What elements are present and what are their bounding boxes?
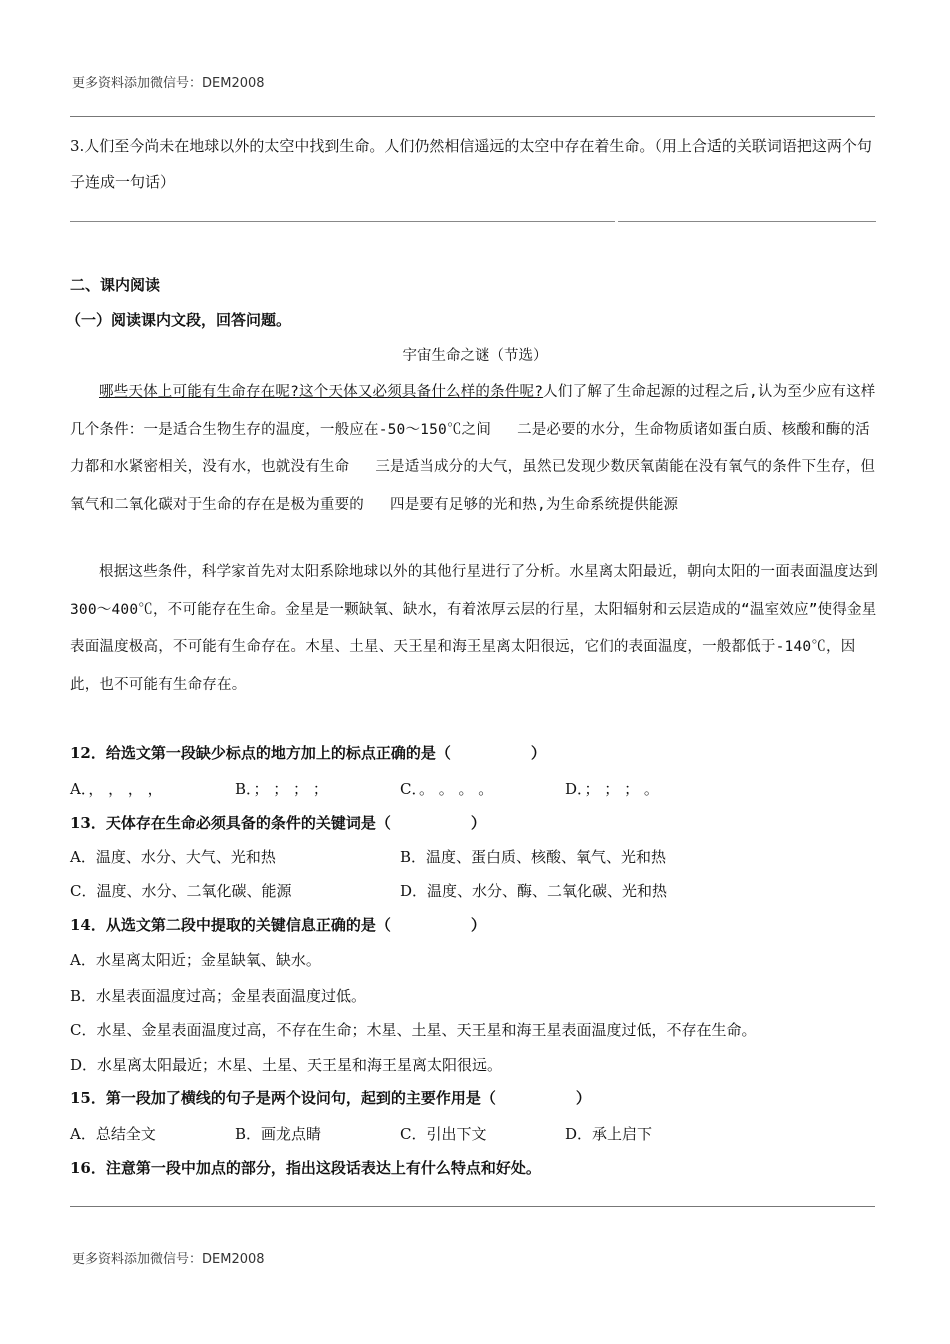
q13-option-d[interactable]: D．温度、水分、酶、二氧化碳、光和热 <box>400 882 668 900</box>
q14-option-c[interactable]: C．水星、金星表面温度过高，不存在生命；木星、土星、天王星和海王星表面温度过低，不存在生命。 <box>70 1021 757 1039</box>
answer-line-left[interactable] <box>70 221 615 222</box>
page-footer: 更多资料添加微信号：DEM2008 <box>72 1252 265 1267</box>
q14-option-a[interactable]: A．水星离太阳近；金星缺氧、缺水。 <box>70 951 321 969</box>
page-header: 更多资料添加微信号：DEM2008 <box>72 76 265 91</box>
answer-line-right[interactable] <box>618 221 876 222</box>
footer-rule <box>70 1206 875 1207</box>
p1-sentence-4: 四是要有足够的光和热,为生命系统提供能源 <box>390 496 679 513</box>
q12-option-a[interactable]: A．， ， ， ， <box>70 780 163 798</box>
passage-paragraph-1 <box>70 374 882 524</box>
question-13-stem: 13．天体存在生命必须具备的条件的关键词是（ ） <box>70 814 486 832</box>
question-3: 3.人们至今尚未在地球以外的太空中找到生命。人们仍然相信遥远的太空中存在着生命。（用上合适的关联词语把这两个句子连成一句话） <box>70 137 872 191</box>
p1-sentence-2: 二是必要的水分，生命物质诸如蛋白质、核酸和酶的活力都和水紧密相关，没有水，也就没有生命 <box>70 421 870 475</box>
passage-title: 宇宙生命之谜（节选） <box>402 348 548 364</box>
question-14-stem: 14．从选文第二段中提取的关键信息正确的是（ ） <box>70 916 486 934</box>
q15-option-c[interactable]: C．引出下文 <box>400 1125 487 1143</box>
p1-sentence-3: 三是适当成分的大气，虽然已发现少数厌氧菌能在没有氧气的条件下生存，但氧气和二氧化碳对于生命的存在是极为重要的 <box>70 459 876 513</box>
p1-sentence-1: 人们了解了生命起源的过程之后,认为至少应有这样几个条件：一是适合生物生存的温度，一般应在-50～150℃之间 <box>70 384 876 438</box>
q12-option-d[interactable]: D．； ； ； 。 <box>565 780 659 798</box>
underlined-questions: 哪些天体上可能有生命存在呢?这个天体又必须具备什么样的条件呢? <box>99 384 544 400</box>
passage-paragraph-2: 根据这些条件，科学家首先对太阳系除地球以外的其他行星进行了分析。水星离太阳最近，朝向太阳的一面表面温度达到300～400℃，不可能存在生命。金星是一颗缺氧、缺水，有着浓厚云层的行星，太阳辐射和云层造成的“温室效应”使得金星表面温度极高，不可能有生命存在。木星、土星、天王星和海王星离太阳很远，它们的表面温度，一般都低于-140℃，因此，也不可能有生命存在。 <box>70 564 879 693</box>
section-heading: 二、课内阅读 <box>70 276 161 294</box>
q14-option-b[interactable]: B．水星表面温度过高；金星表面温度过低。 <box>70 987 367 1005</box>
section-subheading: （一）阅读课内文段，回答问题。 <box>66 311 292 329</box>
q13-option-c[interactable]: C．温度、水分、二氧化碳、能源 <box>70 882 292 900</box>
question-16-stem: 16．注意第一段中加点的部分，指出这段话表达上有什么特点和好处。 <box>70 1159 541 1177</box>
q12-option-b[interactable]: B．； ； ； ； <box>235 780 328 798</box>
q12-option-c[interactable]: C．。 。 。 。 <box>400 780 494 798</box>
question-12-stem: 12．给选文第一段缺少标点的地方加上的标点正确的是（ ） <box>70 744 546 762</box>
q15-option-b[interactable]: B．画龙点睛 <box>235 1125 322 1143</box>
q14-option-d[interactable]: D．水星离太阳最近；木星、土星、天王星和海王星离太阳很远。 <box>70 1056 503 1074</box>
q13-option-b[interactable]: B．温度、蛋白质、核酸、氧气、光和热 <box>400 848 667 866</box>
header-rule <box>70 116 875 117</box>
q15-option-a[interactable]: A．总结全文 <box>70 1125 156 1143</box>
q13-option-a[interactable]: A．温度、水分、大气、光和热 <box>70 848 276 866</box>
question-15-stem: 15．第一段加了横线的句子是两个设问句，起到的主要作用是（ ） <box>70 1089 591 1107</box>
q15-option-d[interactable]: D．承上启下 <box>565 1125 653 1143</box>
